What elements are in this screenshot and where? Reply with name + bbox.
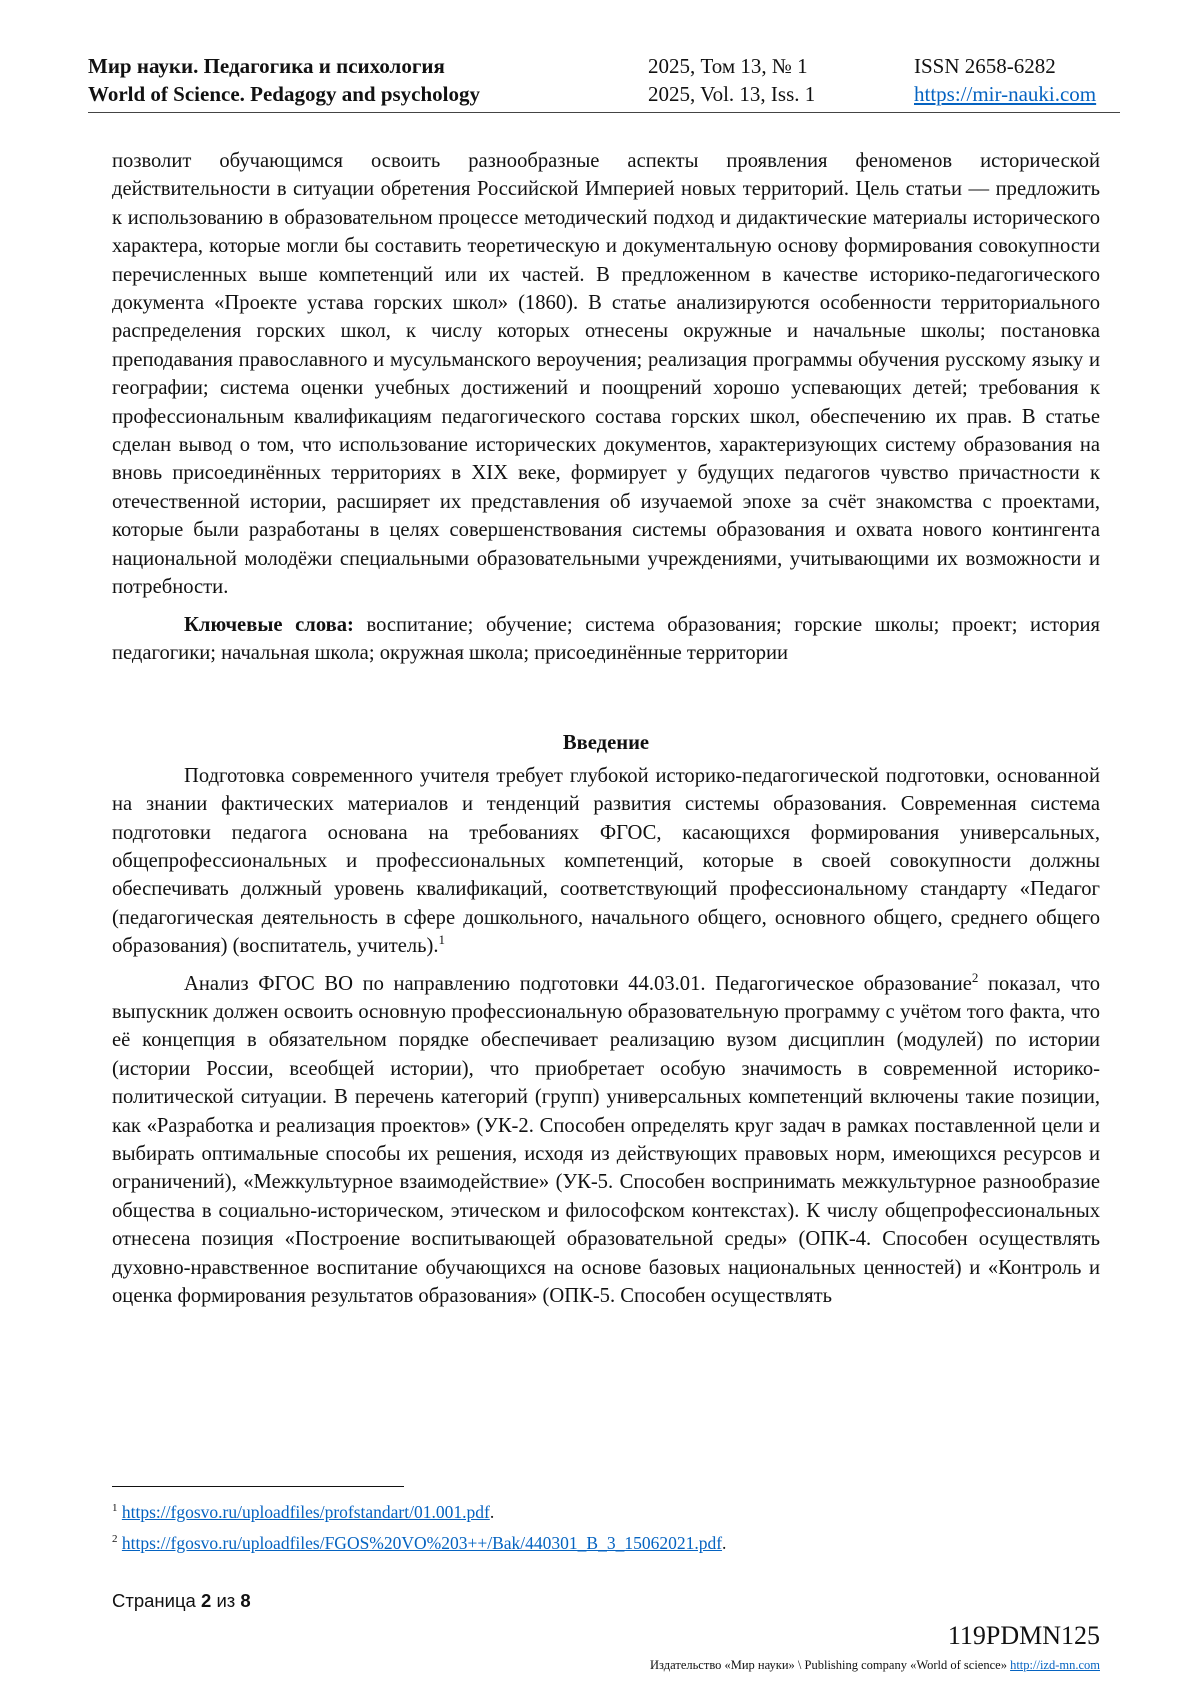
journal-title-ru: Мир науки. Педагогика и психология: [88, 54, 445, 78]
intro-paragraph-1: [112, 762, 1100, 961]
journal-site-link[interactable]: https://mir-nauki.com: [914, 82, 1097, 106]
footnote-2-number: 2: [112, 1533, 118, 1545]
publisher-link[interactable]: http://izd-mn.com: [1010, 1658, 1100, 1672]
abstract-paragraph: позволит обучающимся освоить разнообразные аспекты проявления феноменов исторической действительности в ситуации обретения Российской Империей новых территорий. Цель статьи — предложить к использованию в образовательном процессе методический подход и дидактические материалы исторического характера, которые могли бы составить теоретическую и документальную основу формирования совокупности перечисленных выше компетенций или их частей. В предложенном в качестве историко-педагогического документа «Проекте устава горских школ» (1860). В статье анализируются особенности территориального распределения горских школ, к числу которых отнесены окружные и начальные школы; постановка преподавания православного и мусульманского вероучения; реализация программы обучения русскому языку и географии; система оценки учебных достижений и поощрений хорошо успевающих детей; требования к профессиональным квалификациям педагогического состава горских школ, обеспечению их прав. В статье сделан вывод о том, что использование исторических документов, характеризующих систему образования на вновь присоединённых территориях в XIX веке, формирует у будущих педагогов чувство причастности к отечественной истории, расширяет их представления об изучаемой эпохе за счёт знакомства с проектами, которые были разработаны в целях совершенствования системы образования и охвата нового контингента национальной молодёжи специальными образовательными учреждениями, учитывающими их возможности и потребности.: [112, 150, 1100, 599]
footnote-1: [112, 1501, 494, 1523]
page-of: из: [216, 1590, 236, 1611]
publisher-line: [650, 1657, 1100, 1673]
footnote-ref-1[interactable]: 1: [438, 932, 446, 948]
footnote-1-tail: .: [489, 1502, 495, 1522]
footnote-1-number: 1: [112, 1502, 118, 1514]
paragraph-2-rest: показал, что выпускник должен освоить основную профессиональную образовательную программу с учётом того факта, что её концепция в обязательном порядке обеспечивает реализацию вузом дисциплин (модулей) по истории (истории России, всеобщей истории), что приобретает особую значимость в современной историко-политической ситуации. В перечень категорий (групп) универсальных компетенций включены такие позиции, как «Разработка и реализация проектов» (УК-2. Способен определять круг задач в рамках поставленной цели и выбирать оптимальные способы их решения, исходя из действующих правовых норм, имеющихся ресурсов и ограничений), «Межкультурное взаимодействие» (УК-5. Способен воспринимать межкультурное разнообразие общества в социально-историческом, этическом и философском контекстах). К числу общепрофессиональных отнесена позиция «Построение воспитывающей образовательной среды» (ОПК-4. Способен осуществлять духовно-нравственное воспитание обучающихся на основе базовых национальных ценностей) и «Контроль и оценка формирования результатов образования» (ОПК-5. Способен осуществлять: [112, 972, 1100, 1308]
keywords-paragraph: [112, 611, 1100, 668]
intro-paragraph-2: [112, 970, 1100, 1311]
page-number: [112, 1590, 251, 1612]
journal-title-block: [88, 52, 480, 108]
issn: ISSN 2658-6282: [914, 54, 1056, 78]
paragraph-2-start: Анализ ФГОС ВО по направлению подготовки 44.03.01. Педагогическое образование: [184, 972, 972, 995]
issn-block: [914, 52, 1096, 108]
journal-header: [88, 52, 1120, 112]
publisher-text: Издательство «Мир науки» \ Publishing company «World of science»: [650, 1658, 1011, 1672]
issue-block: [648, 52, 815, 108]
header-divider: [88, 112, 1120, 113]
keywords-list: воспитание; обучение; система образования; горские школы; проект; история педагогики; начальная школа; окружная школа; присоединённые территории: [112, 613, 1100, 664]
footnote-1-link[interactable]: https://fgosvo.ru/uploadfiles/profstandart/01.001.pdf: [121, 1502, 490, 1522]
article-body: [112, 147, 1100, 1310]
footnote-2-link[interactable]: https://fgosvo.ru/uploadfiles/FGOS%20VO%203++/Bak/440301_B_3_15062021.pdf: [121, 1533, 723, 1553]
footnote-2-tail: .: [722, 1533, 727, 1553]
paragraph-1-text: Подготовка современного учителя требует глубокой историко-педагогической подготовки, основанной на знании фактических материалов и тенденций развития системы образования. Современная система подготовки педагога основана на требованиях ФГОС, касающихся формирования универсальных, общепрофессиональных и профессиональных компетенций, которые в своей совокупности должны обеспечивать должный уровень квалификаций, соответствующий профессиональному стандарту «Педагог (педагогическая деятельность в сфере дошкольного, начального общего, основного общего, среднего общего образования) (воспитатель, учитель).: [112, 764, 1100, 958]
page-total: 8: [240, 1590, 251, 1611]
article-code: 119PDMN125: [947, 1621, 1100, 1650]
footnote-2: [112, 1532, 726, 1554]
issue-ru: 2025, Том 13, № 1: [648, 54, 808, 78]
section-heading: Введение: [562, 732, 650, 755]
issue-en: 2025, Vol. 13, Iss. 1: [648, 82, 816, 106]
journal-title-en: World of Science. Pedagogy and psychology: [88, 82, 481, 106]
footnote-ref-2[interactable]: 2: [971, 969, 979, 985]
page-current: 2: [201, 1590, 212, 1611]
footnote-divider: [112, 1486, 404, 1487]
page-label: Страница: [112, 1590, 196, 1611]
keywords-label: Ключевые слова:: [184, 613, 354, 636]
